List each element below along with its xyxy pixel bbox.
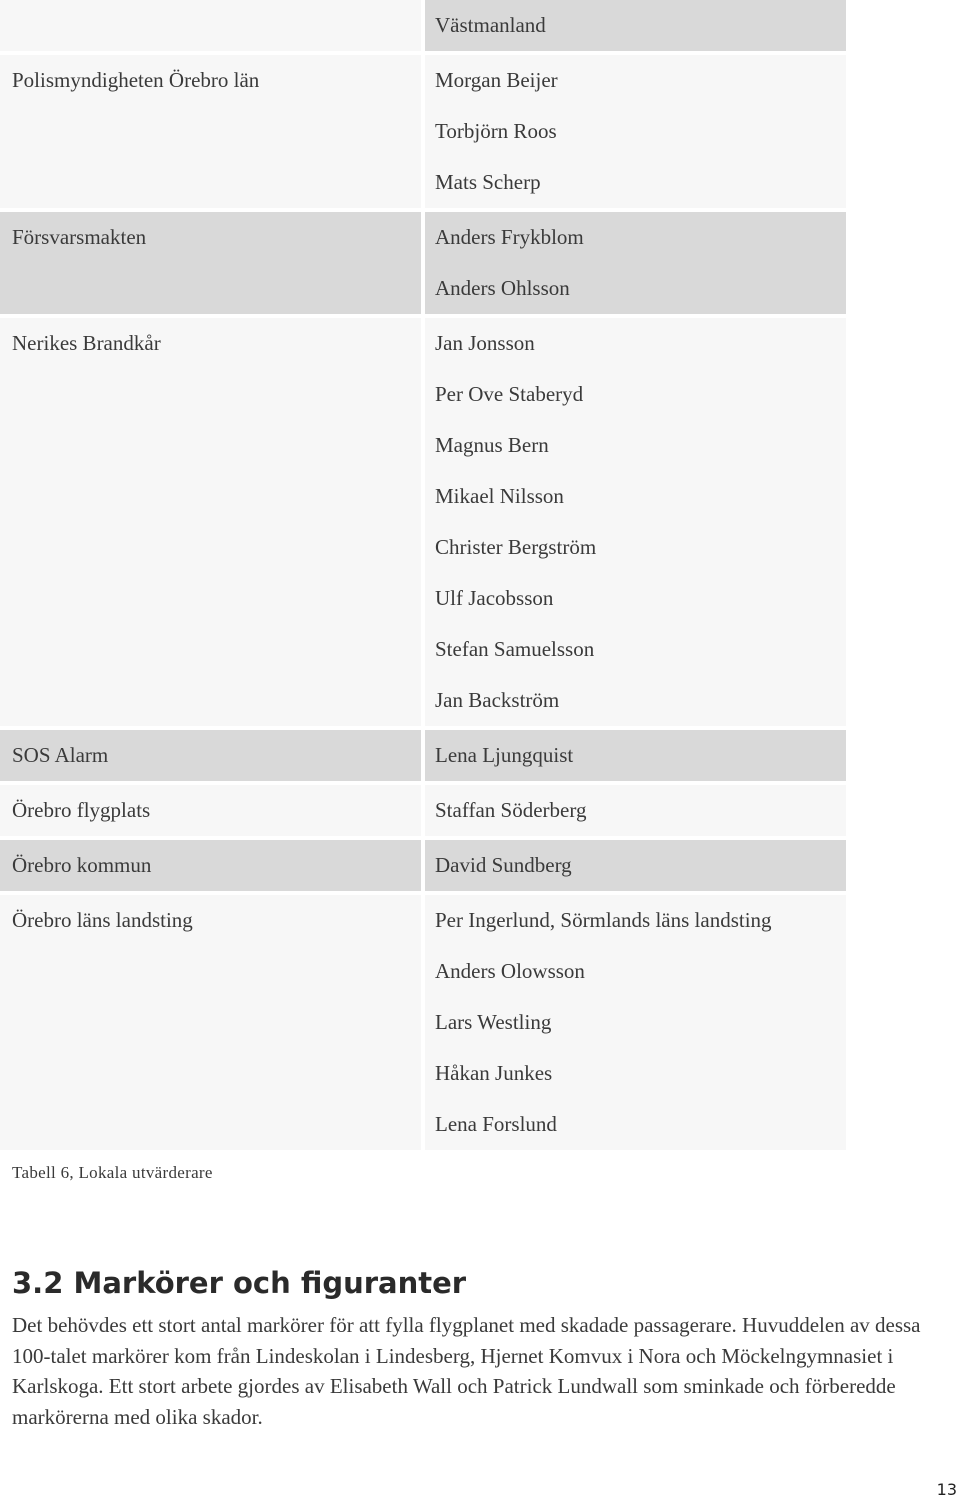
table-cell-names: [425, 785, 846, 836]
name-label: Anders Ohlsson: [435, 276, 570, 300]
name-label: Lars Westling: [435, 1010, 552, 1034]
table-cell-org: [0, 785, 421, 836]
table-cell-names: [425, 730, 846, 781]
table-caption: Tabell 6, Lokala utvärderare: [12, 1163, 213, 1182]
name-label: Morgan Beijer: [435, 68, 558, 92]
table-cell-org: [0, 730, 421, 781]
page-number: 13: [936, 1480, 957, 1499]
name-label: Västmanland: [435, 13, 546, 37]
org-label: Örebro kommun: [12, 853, 152, 877]
table-cell-names: [425, 318, 846, 726]
name-label: Christer Bergström: [435, 535, 597, 559]
table-cell-org: [0, 55, 421, 208]
org-label: Försvarsmakten: [12, 225, 147, 249]
name-label: David Sundberg: [435, 853, 572, 877]
org-label: Nerikes Brandkår: [12, 331, 161, 355]
name-label: Stefan Samuelsson: [435, 637, 595, 661]
table-cell-org: [0, 0, 421, 51]
name-label: Jan Backström: [435, 688, 560, 712]
name-label: Jan Jonsson: [435, 331, 535, 355]
section-paragraph: Det behövdes ett stort antal markörer för att fylla flygplanet med skadade passagerare. Huvuddelen av dessa 100-talet markörer kom från Lindeskolan i Lindesberg, Hjernet Komvux i Nora och Möckelngymnasiet i Karlskoga. Ett stort arbete gjordes av Elisabeth Wall och Patrick Lundwall som sminkade och förberedde markörerna med olika skador.: [12, 1313, 921, 1429]
name-label: Staffan Söderberg: [435, 798, 587, 822]
section-heading: 3.2 Markörer och figuranter: [12, 1266, 467, 1300]
org-label: Polismyndigheten Örebro län: [12, 68, 260, 92]
org-label: Örebro läns landsting: [12, 908, 193, 932]
table-cell-org: [0, 212, 421, 314]
name-label: Ulf Jacobsson: [435, 586, 554, 610]
name-label: Mikael Nilsson: [435, 484, 564, 508]
table-cell-names: [425, 840, 846, 891]
name-label: Per Ove Staberyd: [435, 382, 584, 406]
table-cell-names: [425, 55, 846, 208]
table-cell-names: [425, 895, 846, 1150]
table-cell-org: [0, 840, 421, 891]
name-label: Anders Olowsson: [435, 959, 585, 983]
table-cell-org: [0, 318, 421, 726]
name-label: Mats Scherp: [435, 170, 541, 194]
org-label: SOS Alarm: [12, 743, 109, 767]
name-label: Magnus Bern: [435, 433, 549, 457]
name-label: Håkan Junkes: [435, 1061, 553, 1085]
table-cell-names: [425, 0, 846, 51]
org-label: [12, 0, 421, 51]
org-label: Örebro flygplats: [12, 798, 151, 822]
name-label: Lena Ljungquist: [435, 743, 574, 767]
table-cell-names: [425, 212, 846, 314]
name-label: Lena Forslund: [435, 1112, 557, 1136]
name-label: Torbjörn Roos: [435, 119, 557, 143]
name-label: Per Ingerlund, Sörmlands läns landsting: [435, 908, 772, 932]
name-label: Anders Frykblom: [435, 225, 584, 249]
table-cell-org: [0, 895, 421, 1150]
